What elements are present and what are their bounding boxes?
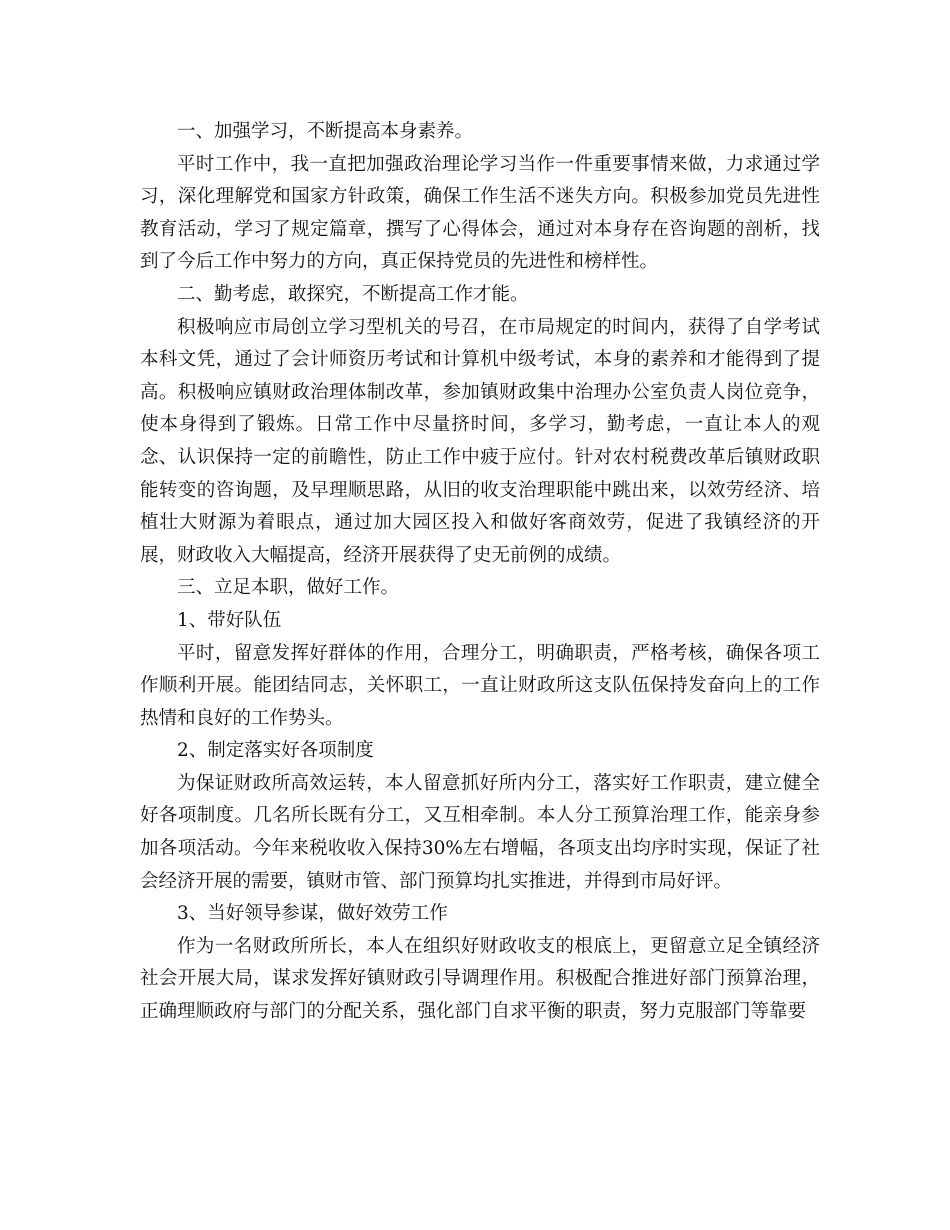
paragraph-team: 平时，留意发挥好群体的作用，合理分工，明确职责，严格考核，确保各项工作顺利开展。能团结同志，关怀职工，一直让财政所这支队伍保持发奋向上的工作热情和良好的工作势头。 [140, 642, 820, 729]
subheading-rules: 2、制定落实好各项制度 [177, 740, 374, 762]
subheading-team: 1、带好队伍 [177, 609, 282, 631]
section-heading-3: 三、立足本职，做好工作。 [177, 577, 400, 599]
paragraph-service: 作为一名财政所所长，本人在组织好财政收支的根底上，更留意立足全镇经济社会开展大局，谋求发挥好镇财政引导调理作用。积极配合推进好部门预算治理，正确理顺政府与部门的分配关系，强化部门自求平衡的职责，努力克服部门等靠要 [140, 935, 820, 1023]
paragraph-study: 平时工作中，我一直把加强政治理论学习当作一件重要事情来做，力求通过学习，深化理解党和国家方针政策，确保工作生活不迷失方向。积极参加党员先进性教育活动，学习了规定篇章，撰写了心得体会，通过对本身存在咨询题的剖析，找到了今后工作中努力的方向，真正保持党员的先进性和榜样性。 [140, 153, 820, 273]
subheading-service: 3、当好领导参谋，做好效劳工作 [177, 903, 448, 925]
section-heading-1: 一、加强学习，不断提高本身素养。 [177, 121, 474, 142]
paragraph-ability: 积极响应市局创立学习型机关的号召，在市局规定的时间内，获得了自学考试本科文凭，通过了会计师资历考试和计算机中级考试，本身的素养和才能得到了提高。积极响应镇财政治理体制改革，参加镇财政集中治理办公室负责人岗位竞争，使本身得到了锻炼。日常工作中尽量挤时间，多学习，勤考虑，一直让本人的观念、认识保持一定的前瞻性，防止工作中疲于应付。针对农村税费改革后镇财政职能转变的咨询题，及早理顺思路，从旧的收支治理职能中跳出来，以效劳经济、培植壮大财源为着眼点，通过加大园区投入和做好客商效劳，促进了我镇经济的开展，财政收入大幅提高，经济开展获得了史无前例的成绩。 [140, 316, 820, 566]
paragraph-rules: 为保证财政所高效运转，本人留意抓好所内分工，落实好工作职责，建立健全好各项制度。几名所长既有分工，又互相牵制。本人分工预算治理工作，能亲身参加各项活动。今年来税收收入保持30%左右增幅，各项支出均序时实现，保证了社会经济开展的需要，镇财市管、部门预算均扎实推进，并得到市局好评。 [140, 772, 820, 892]
section-heading-2: 二、勤考虑，敢探究，不断提高工作才能。 [177, 283, 529, 305]
document-body [140, 116, 820, 1029]
